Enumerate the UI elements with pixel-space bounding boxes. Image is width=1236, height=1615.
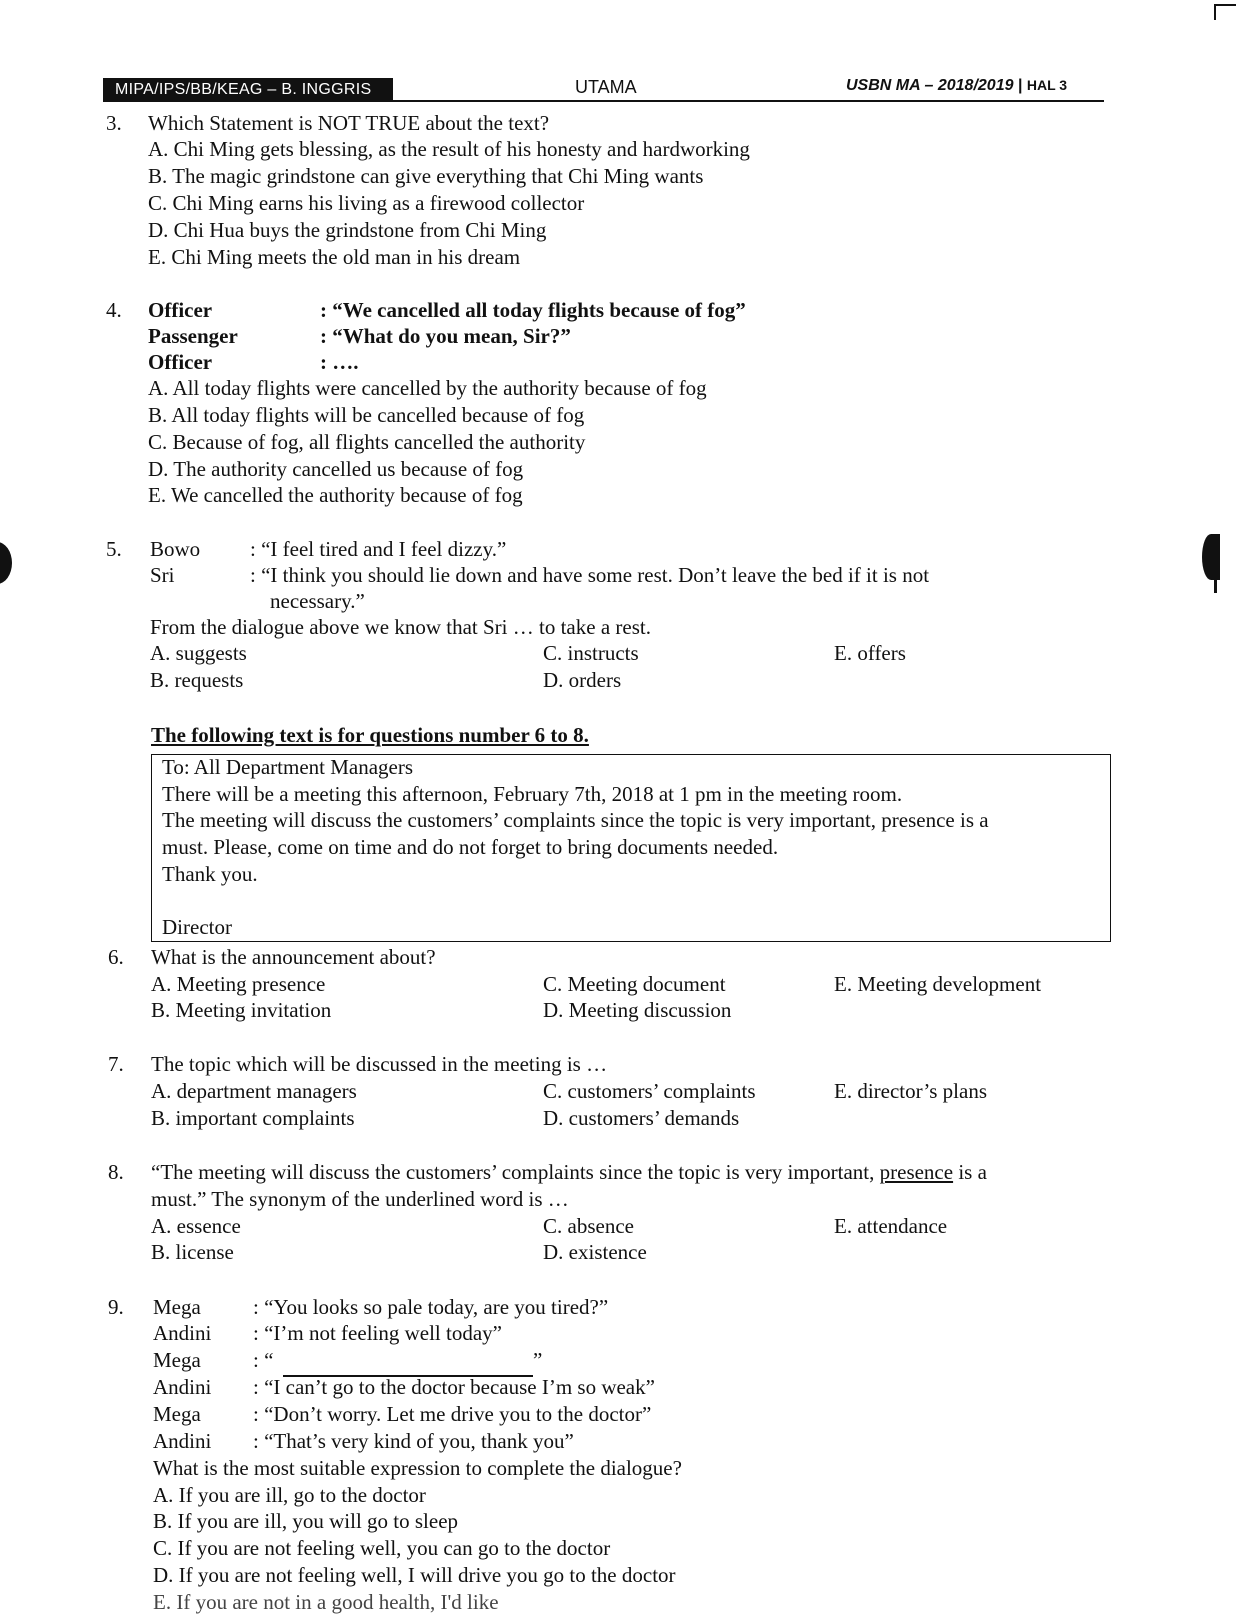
punch-hole-right-tail: [1214, 575, 1217, 593]
question-stem: What is the announcement about?: [151, 945, 436, 969]
option-b: B. Meeting invitation: [151, 998, 332, 1022]
blank-close-quote: ”: [533, 1348, 543, 1372]
stem-text: is a: [958, 1160, 987, 1184]
notice-line: Thank you.: [162, 862, 258, 886]
dialogue-speaker: Sri: [150, 563, 175, 587]
option-e: E. Chi Ming meets the old man in his dream: [148, 245, 521, 269]
header-page: HAL 3: [1026, 77, 1068, 93]
option-a: A. If you are ill, go to the doctor: [153, 1483, 426, 1507]
option-e: E. Meeting development: [834, 972, 1042, 996]
option-c: C. customers’ complaints: [543, 1079, 756, 1103]
option-e: E. We cancelled the authority because of fog: [148, 483, 523, 507]
dialogue-continuation: necessary.”: [270, 589, 365, 613]
question-number: 9.: [108, 1295, 124, 1319]
dialogue-speaker: Andini: [153, 1321, 212, 1345]
option-d: D. If you are not feeling well, I will drive you go to the doctor: [153, 1563, 676, 1587]
option-a: A. Meeting presence: [151, 972, 326, 996]
dialogue-speaker: Bowo: [150, 537, 201, 561]
question-number: 3.: [106, 111, 122, 135]
question-stem: Which Statement is NOT TRUE about the text?: [148, 111, 550, 135]
option-c: C. If you are not feeling well, you can go to the doctor: [153, 1536, 611, 1560]
stem-text: “The meeting will discuss the customers’ complaints since the topic is very important,: [151, 1160, 875, 1184]
dialogue-speaker: Officer: [148, 350, 213, 374]
header-exam: USBN MA – 2018/2019: [846, 77, 1014, 94]
dialogue-speaker: Officer: [148, 298, 213, 322]
notice-line: must. Please, come on time and do not forget to bring documents needed.: [162, 835, 779, 859]
option-e-cutoff: E. If you are not in a good health, I'd like: [153, 1590, 499, 1614]
dialogue-line: : “: [253, 1348, 274, 1372]
dialogue-speaker: Mega: [153, 1348, 201, 1372]
option-a: A. All today flights were cancelled by the authority because of fog: [148, 376, 707, 400]
dialogue-line: : “I think you should lie down and have some rest. Don’t leave the bed if it is not: [250, 563, 930, 587]
dialogue-line: : “I feel tired and I feel dizzy.”: [250, 537, 507, 561]
dialogue-speaker: Andini: [153, 1375, 212, 1399]
underlined-word: presence: [879, 1160, 954, 1184]
question-number: 5.: [106, 537, 122, 561]
dialogue-speaker: Mega: [153, 1402, 201, 1426]
passage-intro: The following text is for questions number 6 to 8.: [151, 723, 589, 747]
dialogue-line: : “Don’t worry. Let me drive you to the doctor”: [253, 1402, 652, 1426]
notice-line: The meeting will discuss the customers’ complaints since the topic is very important, presence is a: [162, 808, 989, 832]
header-type: UTAMA: [575, 77, 637, 97]
option-d: D. Meeting discussion: [543, 998, 732, 1022]
option-b: B. The magic grindstone can give everything that Chi Ming wants: [148, 164, 704, 188]
dialogue-line: : “I’m not feeling well today”: [253, 1321, 502, 1345]
header-rule: [103, 100, 1104, 102]
question-number: 6.: [108, 945, 124, 969]
option-a: A. suggests: [150, 641, 247, 665]
option-e: E. attendance: [834, 1214, 948, 1238]
question-number: 7.: [108, 1052, 124, 1076]
header-exam-info: [846, 77, 1067, 95]
dialogue-line: : “That’s very kind of you, thank you”: [253, 1429, 574, 1453]
option-c: C. Meeting document: [543, 972, 726, 996]
dialogue-line: : “You looks so pale today, are you tired?”: [253, 1295, 609, 1319]
option-d: D. Chi Hua buys the grindstone from Chi Ming: [148, 218, 547, 242]
option-b: B. All today flights will be cancelled because of fog: [148, 403, 585, 427]
header-subject: MIPA/IPS/BB/KEAG – B. INGGRIS: [103, 78, 393, 102]
dialogue-line: : ….: [320, 350, 359, 374]
question-stem: What is the most suitable expression to complete the dialogue?: [153, 1456, 682, 1480]
option-c: C. absence: [543, 1214, 634, 1238]
dialogue-line: : “What do you mean, Sir?”: [320, 324, 571, 348]
question-stem: [151, 1160, 987, 1185]
option-b: B. If you are ill, you will go to sleep: [153, 1509, 459, 1533]
option-c: C. Chi Ming earns his living as a firewood collector: [148, 191, 585, 215]
notice-line: There will be a meeting this afternoon, February 7th, 2018 at 1 pm in the meeting room.: [162, 782, 903, 806]
option-e: E. offers: [834, 641, 906, 665]
option-b: B. license: [151, 1240, 234, 1264]
question-stem: The topic which will be discussed in the meeting is …: [151, 1052, 608, 1076]
question-stem: From the dialogue above we know that Sri … to take a rest.: [150, 615, 651, 639]
option-d: D. orders: [543, 668, 622, 692]
header-separator: |: [1017, 77, 1023, 94]
option-c: C. Because of fog, all flights cancelled the authority: [148, 430, 586, 454]
dialogue-speaker: Passenger: [148, 324, 238, 348]
question-number: 4.: [106, 298, 122, 322]
punch-hole-right: [1202, 534, 1220, 580]
notice-line: To: All Department Managers: [162, 755, 414, 779]
question-stem-line2: must.” The synonym of the underlined word is …: [151, 1187, 569, 1211]
option-b: B. requests: [150, 668, 244, 692]
option-e: E. director’s plans: [834, 1079, 987, 1103]
option-a: A. Chi Ming gets blessing, as the result of his honesty and hardworking: [148, 137, 750, 161]
punch-hole-left: [0, 542, 12, 584]
dialogue-line: : “We cancelled all today flights because of fog”: [320, 298, 746, 322]
dialogue-speaker: Andini: [153, 1429, 212, 1453]
dialogue-speaker: Mega: [153, 1295, 201, 1319]
option-b: B. important complaints: [151, 1106, 355, 1130]
option-c: C. instructs: [543, 641, 639, 665]
option-d: D. existence: [543, 1240, 647, 1264]
option-a: A. department managers: [151, 1079, 357, 1103]
notice-signature: Director: [162, 915, 232, 939]
option-d: D. The authority cancelled us because of fog: [148, 457, 524, 481]
option-d: D. customers’ demands: [543, 1106, 740, 1130]
dialogue-line: : “I can’t go to the doctor because I’m so weak”: [253, 1375, 655, 1399]
question-number: 8.: [108, 1160, 124, 1184]
corner-scan-mark: [1214, 4, 1236, 20]
option-a: A. essence: [151, 1214, 241, 1238]
